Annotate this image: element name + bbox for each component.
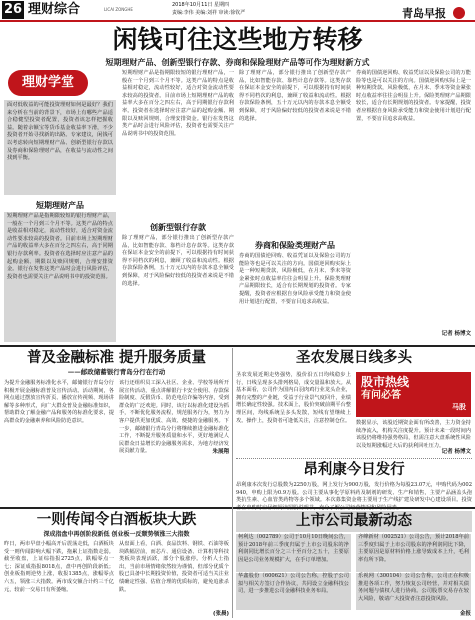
section-heading: 短期理财产品 [36,201,84,210]
article-byline: (张晨) [212,611,229,617]
article-body: 数据显示，该股近期资金面有所改善，主力资金持续净流入，机构关注度提升。预计未来一段时间内该股仍将维持强势格局，但需注意大盘系统性风险以及短期涨幅过大后的获利回吐压力。 [356,420,471,449]
section-title: 理财综合 [28,2,81,17]
article-body: 华鑫股份（600621）公司公告称，控股子公司拟与相关方签订合作协议，共同设立金融科技公司，进一步推进公司金融科技业务布局。 [236,573,351,610]
article-body: 柯利达（002789）公司于10月10日晚间公告，预计2018年前三季度归属于上市公司股东的净利润同比增长百分之三十至百分之五十，主要原因是公司业务规模扩大，在手订单增加。 [236,534,351,572]
article-byline: 记者 杨博文 [441,449,471,455]
lead-body-part4: 除了理财产品，部分银行推出了创新型存款产品，比如智能存款、靠档计息存款等。这类存款在保证本金安全的前提下，可以根据持有时间获得不同档次的利息，兼顾了收益和流动性。根据存款保险条例，五十万元以内的存款本息全额受到保障，对于风险偏好较低的投资者来说是不错的选择。 [239,70,351,122]
article-subtitle: 深成指盘中再创阶段新低 创业板一反颓势领涨三大指数 [43,531,190,538]
advert-line: 有问必答 [361,390,401,401]
section-heading: 券商和保险类理财产品 [255,241,335,250]
page-number: 26 [3,2,23,17]
badge-label: 理财学堂 [21,75,74,90]
article-body: 该行还组织员工深入社区、企业、学校等场所开展宣传活动，重点讲解银行卡安全使用、存款保险制度、反假货币、防范电信诈骗等内容，受到群众的广泛欢迎。同时，该行以标准化建设为抓手，不断优化服务流程，规范服务行为，努力为客户提供更加优质、高效、便捷的金融服务。下一步，邮储银行青岛分行将继续推进金融标准化工作，不断提升服务质量和水平，更好地满足人民群众日益增长的金融服务需求，为地方经济发展贡献力量。 [119,380,229,455]
masthead [0,0,475,20]
article-subtitle: ——邮政储蓄银行青岛分行在行动 [67,368,166,376]
advert-line: 马股 [452,403,466,411]
lead-intro: 面对低收益的可能投资理财如何是最好？我们来分析在当前的背景下，市场上有哪些产品适合稳健型投资者配置，投资者该怎样把握收益。随着余额宝等货币基金收益率下滑，不少投资者开始寻找新的出路。专家建议，闲钱可以考虑转向短期理财产品、创新型银行存款以及券商和保险理财产品，在收益与流动性之间找到平衡。 [4,100,116,195]
lead-body-part1: 短期理财产品是指期限较短的银行理财产品，一般在一个月到三个月不等。这类产品的特点是收益相对稳定，流动性较好，适合对资金流动性要求较高的投资者。目前市场上短期理财产品的收益率大多在百分之四左右，高于同期银行存款利率。投资者在选择时应注意产品的起购金额、期限以及赎回规则，合理安排资金。银行在发售这类产品时会进行风险评估，投资者也需要关注产品说明书中的投资范围。 [4,212,116,342]
newspaper-logo [402,2,470,18]
article-byline: 金报 [459,611,471,617]
article-body: 齐峰新材（002521）公司公告，预计2018年前三季度归属于上市公司股东的净利润同比下降，主要原因是原材料价格上涨导致成本上升，毛利率有所下降。 [356,534,471,572]
logo-mark-icon [453,7,465,19]
article-title: 圣农发展日线多头 [296,350,412,366]
lead-subhead: 短期理财产品、创新型银行存款、券商和保险理财产品等可作为理财新方式 [105,58,370,67]
logo-text: 青岛早报 [402,7,446,20]
article-body: 昨日，两市早盘小幅高开后震荡走低，白酒板块受一则传闻影响大幅下跌，拖累上证指数走弱。截至收盘，上证综指报2725点，跌幅零点一七；深证成指报8018点，盘中再创阶段新低；创业板指则逆势上涨，收报1385点，涨幅零点六五，领涨三大指数。两市成交额合计约三千亿元，较前一交易日有所萎缩。 [4,541,114,593]
article-body: 为提升金融服务标准化水平，邮储银行青岛分行积极开展金融标准普及宣传活动。活动期间，各网点通过摆放宣传折页、播放宣传视频、现场讲解等多种形式，向广大群众普及金融标准知识，帮助群众了解金融产品和服务的标准化要求，提高群众的金融素养和风险防范意识。 [4,380,114,424]
article-title: 上市公司最新动态 [236,511,472,532]
lead-headline: 闲钱可往这些地方转移 [112,25,363,54]
advert-box [356,372,471,417]
article-body: 圣农发展近期走势强势，股价沿五日均线稳步上行，日线呈现多头排列格局，成交量温和放大。从基本面看，公司作为国内白羽肉鸡行业龙头企业，拥有完整的产业链，受益于行业景气度回升，业绩增长确定性较强。技术面上，股价突破前期平台整理区间，均线系统呈多头发散，短线有望继续上攻。操作上，投资者可逢低关注，注意控制仓位。 [236,372,351,424]
section-title-en: LICAI ZONGHE [104,7,133,12]
lead-body-part3: 除了理财产品，部分银行推出了创新型存款产品，比如智能存款、靠档计息存款等。这类存款在保证本金安全的前提下，可以根据持有时间获得不同档次的利息，兼顾了收益和流动性。根据存款保险条例，五十万元以内的存款本息全额受到保障，对于风险偏好较低的投资者来说是不错的选择。 [122,235,234,287]
article-title: 普及金融标准 提升服务质量 [26,350,207,366]
lead-byline: 记者 杨博文 [441,331,471,337]
editors: 责编:李伟 美编:刘祥 审读:徐钦严 [172,10,246,16]
article-body: 乐视网（300104）公司公告称，公司正在积极推进各项工作，努力恢复公司经营，并对相关债务问题与债权人进行协商。公司股票交易存在较大风险，敬请广大投资者注意投资风险。 [356,573,471,610]
lead-body-part6: 券商的国债逆回购、收益凭证以及保险公司的万能险等也是可以关注的方向。国债逆回购实际上是一种短期贷款，风险极低，在月末、季末等资金紧张时点收益率往往会明显上升。保险类理财产品期限较长，适合有长期规划的投资者。专家提醒，投资者应根据自身风险承受能力和资金使用计划进行配置，不要盲目追求高收益。 [356,70,471,122]
article-title: 昂利康今日发行 [303,462,405,478]
article-body: 昂利康本次发行总股数为2250万股，网上发行为900万股，发行价格为每股23.07元，申购代码为002940，申购上限为0.9万股。公司主要从事化学原料药及制剂的研发、生产和销售，主要产品涵盖头孢类抗生素、心血管类药物等多个领域。本次募集资金将主要用于生产线扩建及研发中心建设项目。投资 [236,482,472,504]
article-byline: 朱展翔 [212,449,229,455]
lead-body-part2: 短期理财产品是指期限较短的银行理财产品，一般在一个月到三个月不等。这类产品的特点是收益相对稳定，流动性较好，适合对资金流动性要求较高的投资者。目前市场上短期理财产品的收益率大多在百分之四左右，高于同期银行存款利率。投资者在选择时应注意产品的起购金额、期限以及赎回规则，合理安排资金。银行在发售这类产品时会进行风险评估，投资者也需要关注产品说明书中的投资范围。 [122,70,234,137]
section-heading: 创新型银行存款 [150,223,206,232]
issue-date: 2018年10月11日 星期四 [172,2,230,8]
advert-line: 股市热线 [361,375,410,389]
lead-body-part5: 券商的国债逆回购、收益凭证以及保险公司的万能险等也是可以关注的方向。国债逆回购实际上是一种短期贷款，风险极低，在月末、季末等资金紧张时点收益率往往会明显上升。保险类理财产品期限较长，适合有长期规划的投资者。专家提醒，投资者应根据自身风险承受能力和资金使用计划进行配置，不要盲目追求高收益。 [239,253,351,305]
column-badge [8,70,88,96]
article-body: 从盘面上看，白酒、食品饮料、钢铁、石油等板块跌幅居前，而芯片、通信设备、计算机等科技类板块表现活跃，部分个股涨停。分析人士指出，当前市场情绪依然较为谨慎，但部分优质个股已具备中长期投资价值，投资者可适当关注业绩确定性强、估值合理的优质标的，避免追涨杀跌。 [119,541,229,593]
article-title: 一则传闻令白酒板块大跌 [36,512,197,528]
